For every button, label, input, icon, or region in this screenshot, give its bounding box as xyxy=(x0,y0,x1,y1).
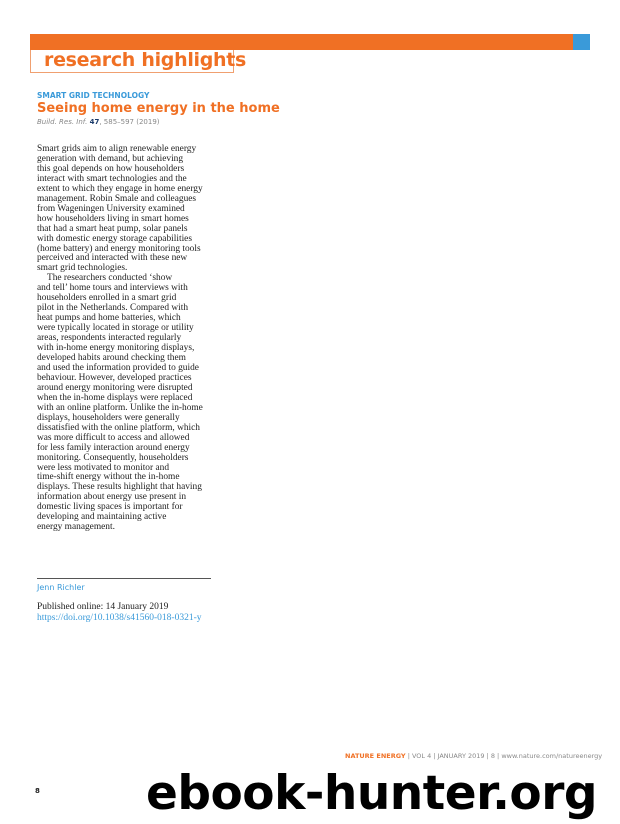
body-line: around energy monitoring were disrupted xyxy=(37,382,193,393)
body-line: time-shift energy without the in-home xyxy=(37,472,180,483)
body-line: heat pumps and home batteries, which xyxy=(37,313,181,324)
body-line: Smart grids aim to align renewable energy xyxy=(37,144,197,154)
citation-journal: Build. Res. Inf. xyxy=(37,118,88,126)
body-line: developing and maintaining active xyxy=(37,512,167,523)
body-line: how householders living in smart homes xyxy=(37,213,189,224)
author-name[interactable]: Jenn Richler xyxy=(37,583,85,592)
body-line: perceived and interacted with these new xyxy=(37,253,188,264)
body-line: were less motivated to monitor and xyxy=(37,462,170,473)
citation-volume: 47 xyxy=(89,118,100,126)
body-line: householders enrolled in a smart grid xyxy=(37,293,177,304)
body-line: this goal depends on how householders xyxy=(37,163,185,174)
body-line: areas, respondents interacted regularly xyxy=(37,333,182,344)
footer xyxy=(345,752,602,761)
body-line: displays. These results highlight that having xyxy=(37,482,202,493)
body-line: pilot in the Netherlands. Compared with xyxy=(37,303,189,314)
body-line: that had a smart heat pump, solar panels xyxy=(37,223,188,234)
footer-issue: | VOL 4 | JANUARY 2019 | 8 | www.nature.com/natureenergy xyxy=(405,752,603,760)
body-line: displays, householders were generally xyxy=(37,412,180,423)
body-line: management. Robin Smale and colleagues xyxy=(37,193,197,204)
body-line: behaviour. However, developed practices xyxy=(37,372,192,383)
body-line: domestic living spaces is important for xyxy=(37,502,183,513)
body-line: generation with demand, but achieving xyxy=(37,153,184,164)
body-line: information about energy use present in xyxy=(37,492,187,503)
body-line: monitoring. Consequently, householders xyxy=(37,452,189,463)
header-blue-tab xyxy=(573,34,590,50)
body-line: when the in-home displays were replaced xyxy=(37,392,193,403)
body-line: with in-home energy monitoring displays, xyxy=(37,343,195,354)
body-line: for less family interaction around energy xyxy=(37,442,190,453)
published-date: Published online: 14 January 2019 xyxy=(37,602,169,612)
body-line: was more difficult to access and allowed xyxy=(37,432,190,443)
body-line: (home battery) and energy monitoring tools xyxy=(37,243,201,254)
article-citation xyxy=(37,118,160,127)
body-line: with an online platform. Unlike the in-home xyxy=(37,402,203,413)
body-line: interact with smart technologies and the xyxy=(37,173,187,184)
body-line: dissatisfied with the online platform, which xyxy=(37,422,200,433)
body-line: and used the information provided to guide xyxy=(37,362,199,373)
doi-link[interactable]: https://doi.org/10.1038/s41560-018-0321-y xyxy=(37,613,202,623)
body-line: with domestic energy storage capabilities xyxy=(37,233,192,244)
divider xyxy=(37,578,211,579)
footer-journal: NATURE ENERGY xyxy=(345,752,406,760)
body-line: and tell’ home tours and interviews with xyxy=(37,283,188,294)
article-headline: Seeing home energy in the home xyxy=(37,101,280,116)
page-number: 8 xyxy=(35,787,40,795)
body-line: were typically located in storage or utility xyxy=(37,323,194,334)
watermark: ebook-hunter.org xyxy=(146,766,598,821)
article-body xyxy=(37,145,217,533)
body-line: developed habits around checking them xyxy=(37,353,186,364)
section-title: research highlights xyxy=(44,49,247,71)
body-line: extent to which they engage in home energy xyxy=(37,183,203,194)
body-line: energy management. xyxy=(37,522,115,533)
body-line: The researchers conducted ‘show xyxy=(47,273,173,284)
citation-pages: , 585–597 (2019) xyxy=(99,118,160,126)
header-orange-bar xyxy=(30,34,573,50)
body-line: smart grid technologies. xyxy=(37,263,128,274)
article-kicker: SMART GRID TECHNOLOGY xyxy=(37,91,150,100)
body-line: from Wageningen University examined xyxy=(37,203,185,214)
